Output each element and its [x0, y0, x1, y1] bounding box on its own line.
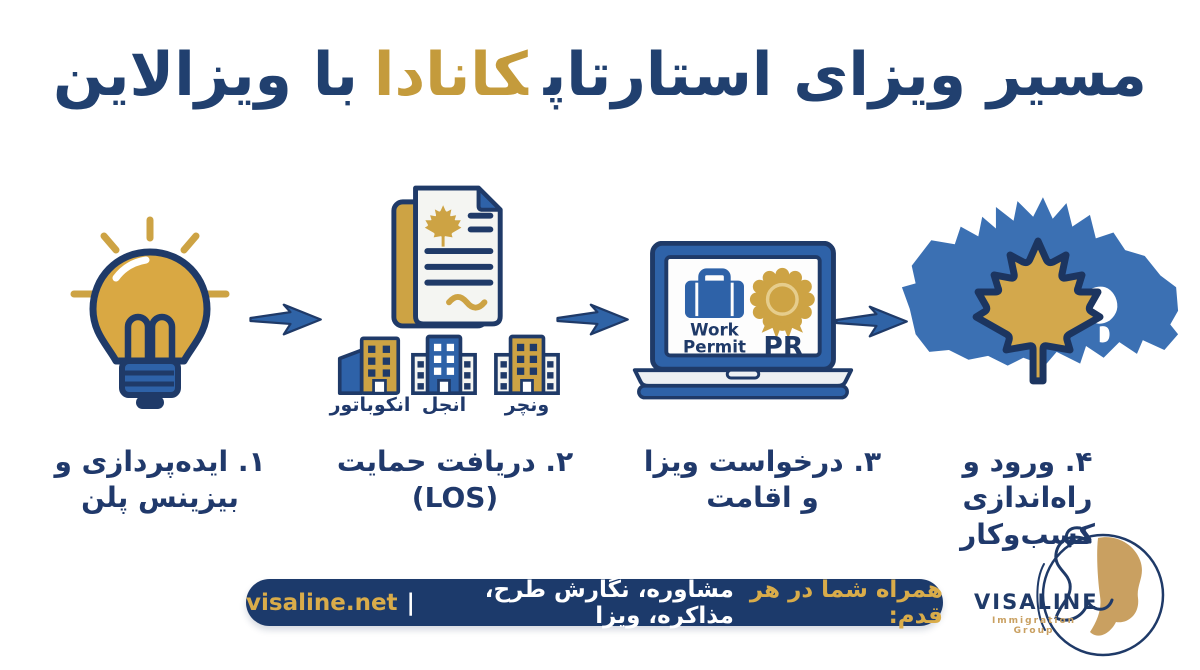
- logo-wordmark: VISALINE: [974, 590, 1099, 614]
- visaline-logo: [948, 524, 1196, 670]
- support-letter-icon: [386, 184, 514, 332]
- step-4-label-line1: ۴. ورود و راه‌اندازی: [962, 445, 1093, 515]
- arrow-right-icon: [556, 296, 630, 343]
- step-3-label: [640, 444, 885, 517]
- title-post: با ویزالاین: [53, 40, 358, 110]
- footer-separator: |: [406, 589, 415, 616]
- step-1-label-line2: بیزینس پلن: [81, 481, 239, 515]
- logo-subtitle: Immigration Group: [991, 616, 1077, 636]
- step-3-label-line2: و اقامت: [706, 481, 819, 515]
- footer-website-link[interactable]: visaline.net: [246, 589, 398, 616]
- venture-building-icon: [490, 331, 564, 395]
- step-1-label: [35, 444, 285, 517]
- step-2-label-line2: (LOS): [411, 481, 499, 515]
- arrow-right-icon: [249, 296, 323, 343]
- title-pre: مسیر ویزای استارتاپ: [543, 40, 1147, 110]
- step-2-label-line1: ۲. دریافت حمایت: [336, 445, 574, 478]
- work-permit-label-line2: Permit: [683, 336, 746, 357]
- work-permit-label-line1: Work: [690, 319, 739, 340]
- step-3-label-line1: ۳. درخواست ویزا: [643, 445, 882, 478]
- laptop-icon: [625, 241, 861, 401]
- canada-map-icon: [898, 192, 1182, 410]
- page-title: [0, 42, 1200, 108]
- angel-building-icon: [407, 331, 481, 395]
- footer-services: مشاوره، نگارش طرح، مذاکره، ویزا: [484, 576, 734, 629]
- incubator-building-icon: [332, 331, 406, 395]
- step-1-label-line1: ۱. ایده‌پردازی و: [54, 445, 266, 478]
- footer-prefix: همراه شما در هر قدم:: [749, 576, 943, 629]
- building-label-incubator: انکوباتور: [329, 394, 411, 416]
- building-label-angel: انجل: [421, 394, 467, 416]
- footer-tagline-bar: [246, 576, 943, 629]
- pr-label: PR: [763, 331, 804, 363]
- step-4-label-line2: کسب‌وکار: [960, 517, 1095, 551]
- step-2-label: [330, 444, 580, 517]
- lightbulb-icon: [64, 214, 236, 416]
- title-highlight: کانادا: [373, 40, 528, 110]
- building-label-venture: ونچر: [504, 394, 550, 416]
